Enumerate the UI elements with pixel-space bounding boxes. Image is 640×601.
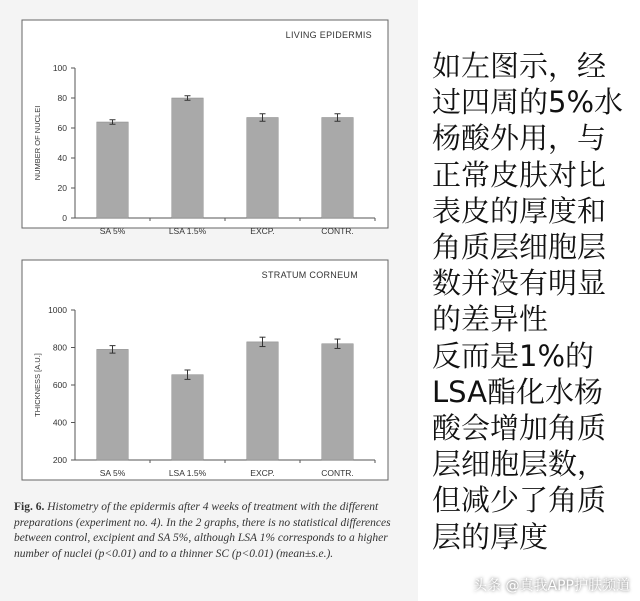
x-tick-label: LSA 1.5% — [168, 468, 207, 478]
y-tick-label: 800 — [52, 342, 67, 353]
y-tick-label: 600 — [52, 380, 67, 390]
watermark: 头条 @真我APP护肤频道 — [473, 578, 630, 594]
caption-label: Fig. 6. — [14, 501, 45, 513]
figure-caption — [14, 500, 412, 562]
x-tick-label: SA 5% — [99, 226, 126, 236]
bar — [172, 98, 204, 218]
bar — [322, 118, 354, 219]
y-tick-label: 0 — [62, 213, 67, 223]
x-tick-label: CONTR. — [321, 468, 354, 478]
bar — [97, 122, 129, 218]
x-tick-label: EXCP. — [250, 226, 275, 236]
x-tick-label: SA 5% — [99, 468, 126, 478]
y-tick-label: 1000 — [48, 305, 67, 315]
bar — [172, 375, 204, 460]
y-axis-label: THICKNESS [A.U.] — [33, 353, 42, 417]
bar — [247, 118, 279, 219]
x-tick-label: EXCP. — [250, 468, 275, 478]
y-tick-label: 100 — [52, 63, 67, 73]
chart-living-epidermis — [0, 0, 418, 248]
chart-title: LIVING EPIDERMIS — [285, 30, 372, 40]
y-tick-label: 40 — [57, 153, 67, 163]
bar — [97, 349, 129, 460]
side-explanation-text: 如左图示，经 过四周的5%水 杨酸外用，与 正常皮肤对比 表皮的厚度和 角质层细胞层 数并没有明显 的差异性 反而是1%的 LSA酯化水杨 酸会增加角质 层细胞层数， 但减少了角质 层的厚度 — [432, 49, 624, 554]
bar — [247, 342, 279, 460]
y-tick-label: 60 — [57, 123, 67, 133]
y-axis-label: NUMBER OF NUCLEI — [33, 105, 42, 181]
y-tick-label: 80 — [57, 93, 67, 103]
chart-stratum-corneum — [0, 248, 418, 490]
y-tick-label: 200 — [52, 455, 67, 465]
y-tick-label: 20 — [57, 183, 67, 193]
caption-text: Histometry of the epidermis after 4 weeks of treatment with the different preparations (experiment no. 4). In the 2 graphs, there is no statistical differences between control, excipient and SA 5%, although LSA 1% corresponds to a higher number of nuclei (p<0.01) and to a thinner SC (p<0.01) (mean±s.e.). — [14, 501, 391, 560]
chart-title: STRATUM CORNEUM — [261, 270, 358, 280]
bar — [322, 344, 354, 460]
y-tick-label: 400 — [52, 417, 67, 428]
x-tick-label: LSA 1.5% — [168, 226, 207, 236]
x-tick-label: CONTR. — [321, 226, 354, 236]
